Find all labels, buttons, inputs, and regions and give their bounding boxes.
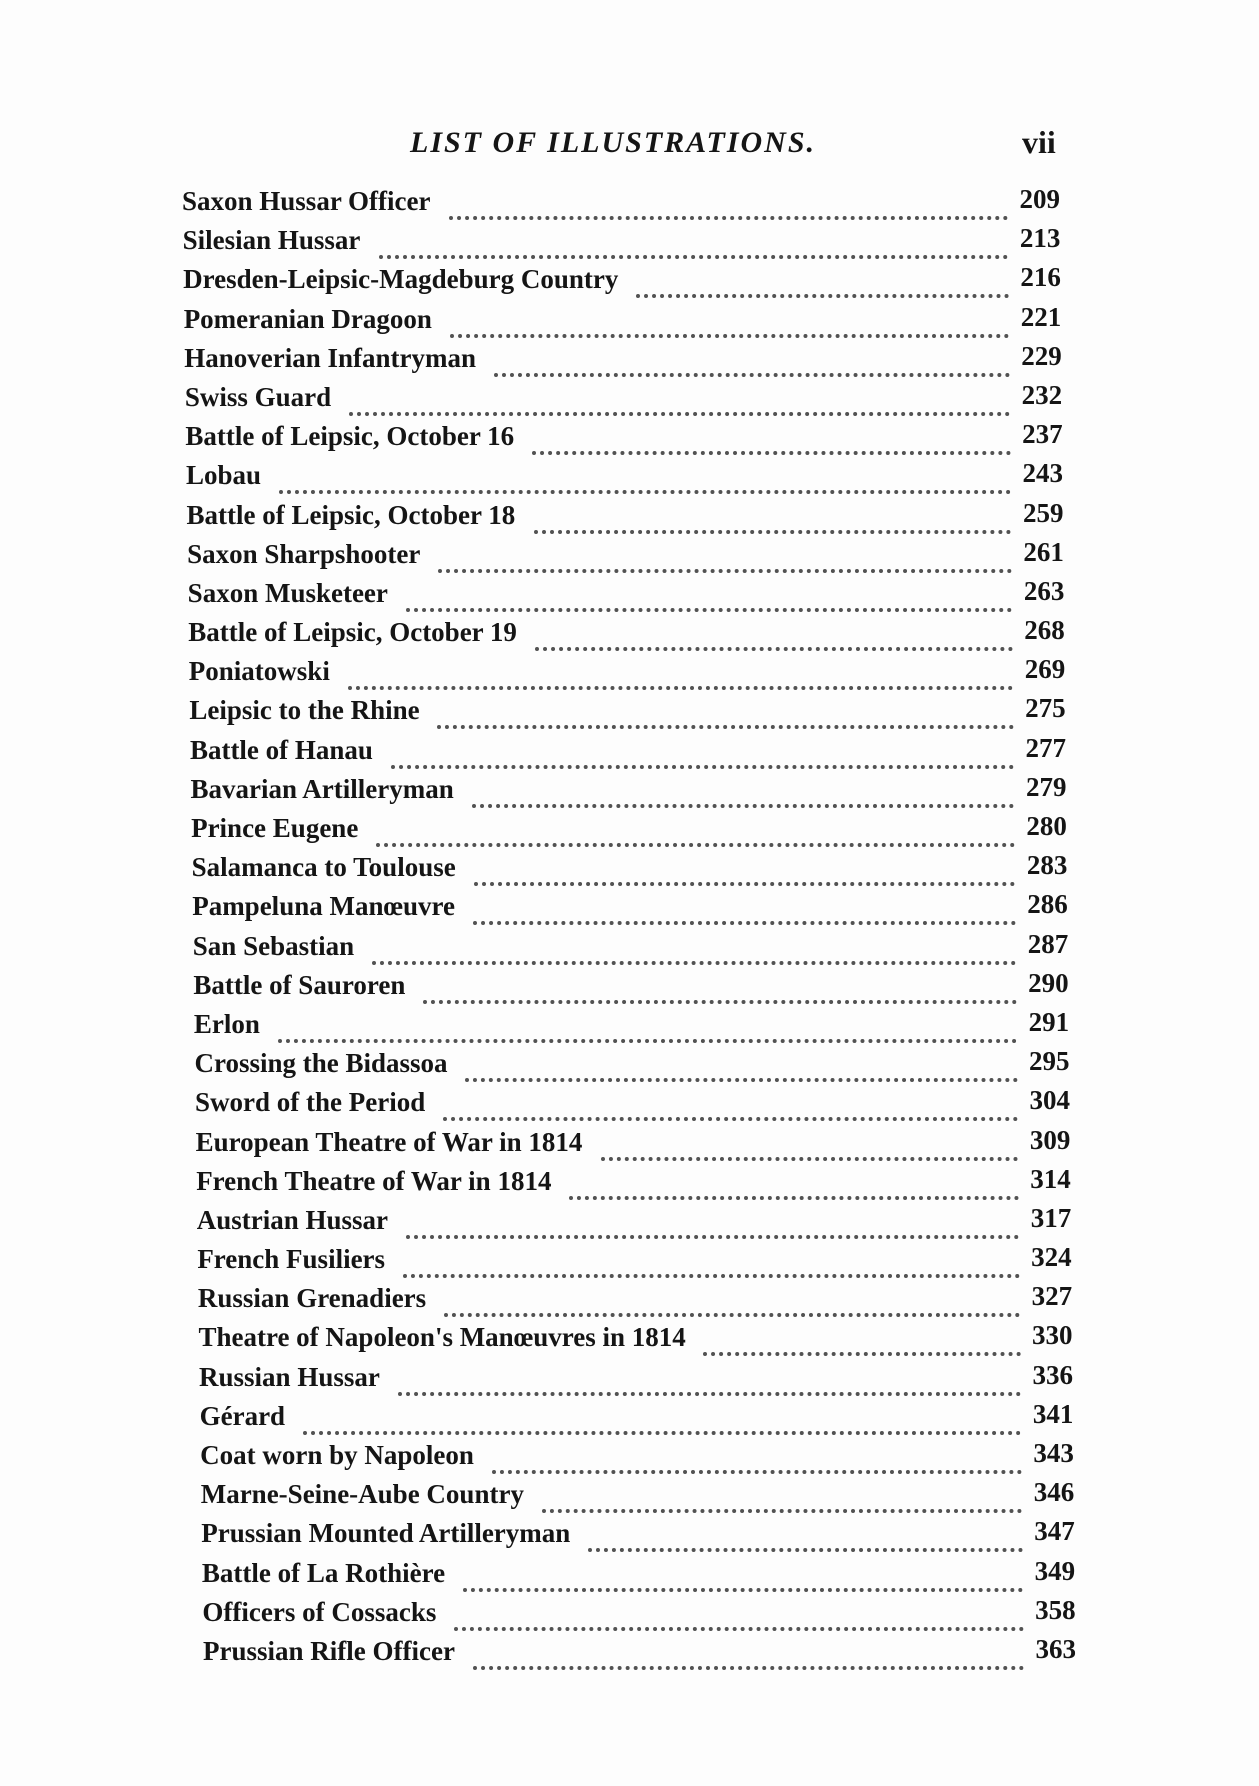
list-item — [0, 536, 1259, 578]
entry-page-number: 261 — [1023, 536, 1064, 567]
entry-title: Salamanca to Toulouse — [191, 852, 456, 883]
dot-leader — [636, 264, 1009, 298]
entry-page-number: 314 — [1030, 1163, 1071, 1194]
dot-leader — [465, 1048, 1018, 1082]
entry-title: French Theatre of War in 1814 — [196, 1165, 552, 1196]
dot-leader — [569, 1166, 1019, 1200]
entry-title: Battle of Leipsic, October 16 — [185, 421, 515, 452]
entry-title: European Theatre of War in 1814 — [195, 1126, 583, 1157]
entry-title: Swiss Guard — [184, 381, 332, 412]
entry-title: Saxon Hussar Officer — [182, 186, 431, 216]
dot-leader — [278, 1009, 1017, 1043]
entry-page-number: 324 — [1031, 1242, 1072, 1273]
dot-leader — [463, 1558, 1023, 1592]
entry-page-number: 336 — [1032, 1359, 1073, 1390]
page-title: LIST OF ILLUSTRATIONS. — [410, 126, 817, 159]
entry-page-number: 317 — [1030, 1202, 1072, 1233]
page-header — [0, 122, 1259, 166]
list-item — [0, 264, 1259, 303]
dot-leader — [423, 970, 1017, 1004]
list-item — [0, 575, 1259, 617]
entry-page-number: 346 — [1033, 1477, 1075, 1508]
entry-page-number: 243 — [1022, 458, 1064, 489]
dot-leader — [398, 1362, 1021, 1396]
list-item — [0, 1479, 1259, 1518]
list-item — [0, 967, 1259, 1009]
entry-title: Gérard — [199, 1400, 286, 1431]
list-item — [0, 1440, 1259, 1479]
list-item — [0, 340, 1259, 382]
list-item — [0, 695, 1259, 734]
entry-page-number: 280 — [1026, 811, 1067, 841]
dot-leader — [437, 695, 1014, 729]
dot-leader — [391, 735, 1014, 769]
entry-title: Silesian Hussar — [182, 225, 361, 256]
dot-leader — [406, 578, 1012, 612]
dot-leader — [450, 304, 1009, 338]
list-item — [0, 1163, 1259, 1205]
entry-title: Pomeranian Dragoon — [183, 303, 432, 334]
list-item — [0, 852, 1259, 891]
entry-page-number: 263 — [1023, 575, 1065, 606]
list-item — [0, 1359, 1259, 1401]
entry-page-number: 309 — [1029, 1124, 1071, 1155]
dot-leader — [542, 1479, 1022, 1513]
entry-page-number: 269 — [1024, 654, 1066, 685]
entry-page-number: 209 — [1019, 184, 1060, 214]
illustration-list — [0, 186, 1259, 1675]
entry-page-number: 290 — [1028, 967, 1069, 998]
entry-page-number: 283 — [1026, 850, 1068, 881]
entry-page-number: 341 — [1032, 1398, 1074, 1429]
list-item — [0, 1594, 1259, 1636]
entry-page-number: 343 — [1033, 1438, 1074, 1468]
dot-leader — [601, 1127, 1018, 1161]
entry-title: Battle of Sauroren — [193, 969, 406, 1000]
entry-title: Leipsic to the Rhine — [189, 695, 420, 726]
list-item — [0, 1202, 1259, 1244]
entry-title: Saxon Sharpshooter — [187, 538, 421, 569]
dot-leader — [376, 813, 1015, 847]
entry-page-number: 268 — [1024, 615, 1065, 646]
entry-title: Erlon — [193, 1008, 260, 1039]
dot-leader — [444, 1283, 1020, 1317]
list-item — [0, 1555, 1259, 1597]
list-item — [0, 186, 1259, 225]
entry-page-number: 291 — [1028, 1006, 1070, 1037]
list-item — [0, 732, 1259, 774]
entry-page-number: 275 — [1025, 693, 1066, 724]
list-item — [0, 771, 1259, 813]
entry-title: Dresden-Leipsic-Magdeburg Country — [183, 264, 619, 295]
dot-leader — [438, 539, 1012, 573]
entry-page-number: 232 — [1021, 379, 1063, 410]
list-item — [0, 813, 1259, 852]
entry-title: Bavarian Artilleryman — [190, 773, 454, 804]
entry-page-number: 363 — [1035, 1633, 1076, 1664]
list-item — [0, 1048, 1259, 1087]
list-item — [0, 1398, 1259, 1440]
entry-title: Battle of Leipsic, October 19 — [188, 617, 517, 648]
list-item — [0, 225, 1259, 264]
entry-title: Battle of La Rothière — [201, 1557, 446, 1588]
dot-leader — [403, 1244, 1020, 1278]
dot-leader — [588, 1518, 1023, 1552]
entry-title: Coat worn by Napoleon — [200, 1440, 474, 1470]
list-item — [0, 1518, 1259, 1557]
list-item — [0, 301, 1259, 343]
list-item — [0, 656, 1259, 695]
entry-title: Battle of Hanau — [189, 734, 373, 765]
list-item — [0, 1124, 1259, 1166]
list-item — [0, 928, 1259, 970]
entry-title: Saxon Musketeer — [187, 577, 388, 608]
dot-leader — [303, 1401, 1021, 1435]
dot-leader — [492, 1440, 1022, 1474]
list-item — [0, 617, 1259, 656]
entry-page-number: 279 — [1025, 771, 1067, 802]
entry-title: Lobau — [185, 460, 262, 491]
entry-page-number: 221 — [1020, 301, 1062, 332]
entry-title: Prussian Mounted Artilleryman — [201, 1518, 571, 1549]
dot-leader — [406, 1205, 1019, 1239]
entry-page-number: 295 — [1029, 1046, 1070, 1077]
entry-page-number: 349 — [1034, 1555, 1076, 1586]
dot-leader — [535, 617, 1013, 651]
entry-title: Sword of the Period — [195, 1087, 426, 1118]
dot-leader — [534, 500, 1011, 534]
entry-page-number: 330 — [1032, 1320, 1073, 1351]
entry-title: Russian Hussar — [199, 1361, 380, 1392]
list-item — [0, 421, 1259, 460]
dot-leader — [473, 891, 1016, 925]
dot-leader — [473, 1636, 1024, 1670]
page-folio: vii — [1022, 124, 1056, 160]
dot-leader — [372, 931, 1016, 965]
entry-title: Crossing the Bidassoa — [194, 1048, 448, 1079]
entry-title: Prince Eugene — [191, 813, 359, 843]
list-item — [0, 891, 1259, 930]
dot-leader — [532, 421, 1011, 455]
entry-title: Austrian Hussar — [196, 1204, 389, 1235]
entry-title: Battle of Leipsic, October 18 — [186, 499, 516, 530]
entry-title: Marne-Seine-Aube Country — [200, 1479, 524, 1510]
list-item — [0, 497, 1259, 539]
list-item — [0, 1006, 1259, 1048]
list-item — [0, 1322, 1259, 1361]
list-item — [0, 1283, 1259, 1322]
entry-title: Russian Grenadiers — [197, 1283, 427, 1314]
entry-page-number: 277 — [1025, 732, 1067, 763]
list-item — [0, 1244, 1259, 1283]
entry-page-number: 229 — [1021, 340, 1062, 371]
entry-page-number: 347 — [1034, 1516, 1075, 1547]
list-item — [0, 460, 1259, 499]
dot-leader — [443, 1087, 1018, 1121]
dot-leader — [474, 852, 1015, 886]
list-item — [0, 379, 1259, 421]
entry-page-number: 259 — [1022, 497, 1064, 528]
entry-title: Poniatowski — [188, 656, 330, 687]
dot-leader — [349, 382, 1010, 416]
dot-leader — [379, 225, 1008, 259]
entry-page-number: 358 — [1035, 1594, 1076, 1625]
entry-page-number: 327 — [1031, 1281, 1073, 1312]
list-item — [0, 1633, 1259, 1675]
dot-leader — [279, 460, 1011, 494]
entry-page-number: 213 — [1019, 223, 1061, 254]
dot-leader — [494, 343, 1010, 377]
entry-page-number: 304 — [1029, 1085, 1070, 1116]
entry-title: Pampeluna Manœuvre — [192, 891, 455, 922]
entry-page-number: 216 — [1020, 262, 1061, 293]
entry-page-number: 287 — [1027, 928, 1069, 959]
entry-page-number: 237 — [1022, 419, 1063, 450]
entry-page-number: 286 — [1027, 889, 1068, 920]
entry-title: Officers of Cossacks — [202, 1596, 437, 1627]
dot-leader — [703, 1322, 1021, 1356]
dot-leader — [348, 656, 1013, 690]
entry-title: Prussian Rifle Officer — [203, 1635, 455, 1666]
dot-leader — [454, 1597, 1024, 1631]
entry-title: Hanoverian Infantryman — [184, 342, 477, 373]
list-item — [0, 1087, 1259, 1126]
entry-title: Theatre of Napoleon's Manœuvres in 1814 — [198, 1322, 686, 1353]
dot-leader — [449, 186, 1008, 220]
dot-leader — [472, 774, 1014, 808]
entry-title: San Sebastian — [192, 930, 355, 961]
entry-title: French Fusiliers — [197, 1244, 386, 1275]
